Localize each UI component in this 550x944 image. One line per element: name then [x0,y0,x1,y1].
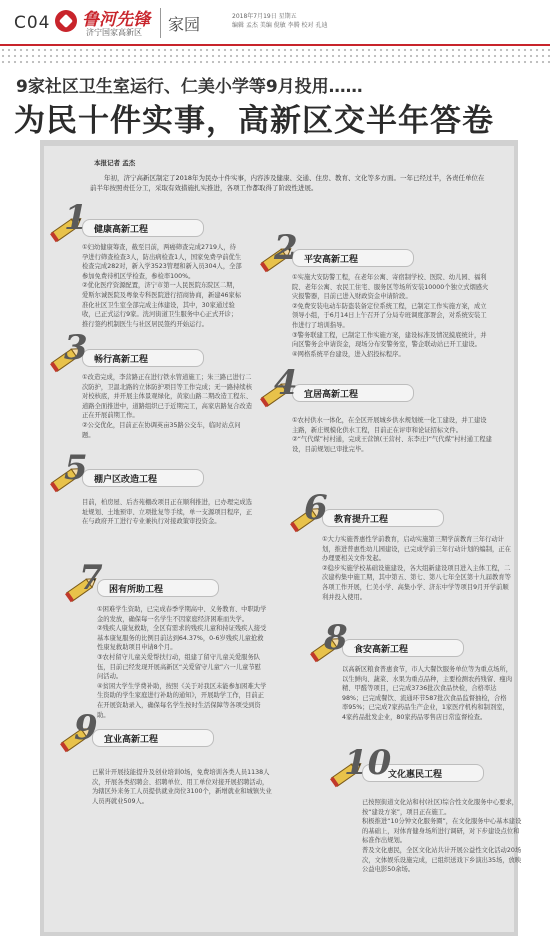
item-number: 2 [274,228,298,268]
item-title: 健康高新工程 [94,225,149,235]
item-number: 4 [274,363,298,403]
item-body: 已按照街道文化站和村(社区)综合性文化服务中心要求，按“建设方案”，项目正在施工。 积极推进“10分钟文化服务圈”，在文化服务中心基本建设的基础上，对体育健身场所进行调研，对下步建设点位和标准作出规划。 普及文化惠民，全区文化站共计开展公益性文化活动20场次，文体娱乐设施完成，已组织送戏下乡演出35场，放映公益电影50余场。 [362,799,522,874]
item-number: 5 [64,448,88,488]
item-number: 1 [64,198,88,238]
item-body: ①实施大安防警工程，在老年公寓、寄宿制学校、医院、幼儿园、福利院、老年公寓、农民工住宅、服务区等场所安装10000个独立式烟感火灾报警器，目前已进入财政资金申请阶段。 ②免费安装电动车防盗装备定位系统工程，已制定工作实施方案，成立领导小组，于6月14日上午召开了分局专班调度部署会，对系统安装工作进行了培训指导。 ③警务联建工程，已制定工作实施方案，建设标准及情况摸底统计，并向区警务会申请资金，现场分布安警务室，警企联动站已开工建设。 ④网格系统平台建设，进入招投标程序。 [292,274,489,358]
item-number: 9 [74,708,98,748]
masthead [0,0,550,44]
item-title: 宜业高新工程 [104,735,159,745]
item-title: 文化惠民工程 [388,770,443,780]
item-title: 困有所助工程 [109,585,164,595]
section-name: 家园 [168,15,201,34]
item-title: 平安高新工程 [304,255,359,265]
item-body: 已累计开展技能提升及创业培训0场，免费培训各类人员1138人次，开展各类招聘会、招聘单位、用工单位对接开展招聘活动，为辖区外来务工人员提供就业岗位3100个，新增就业和城镇失业人员再就业509人。 [92,769,272,805]
author-byline: 本报记者 孟杰 [94,159,136,167]
item-body: 以高新区粮食普惠食节，市人大餐饮服务单位等为重点场所，以生鲜肉、蔬菜、水果为重点品种，主要检测农药残留、瘦肉精、甲醛等项目，已完成3736批次食品快检，合格率达98%；已完成餐饮、流通环节587批次食品监督抽检，合格率95%；已完成7家药品生产企业，1家医疗机构和制剂室，4家药品批发企业，80家药品零售店日常监督检查。 [342,666,512,721]
item-title: 教育提升工程 [334,515,389,525]
brand-name: 鲁河先锋 [82,10,150,30]
item-body: ①农村供水一体化，在全区开展城乡供水规划统一化工建设，并工建设主路，新庄规模化供水工程，目前正在评审和论证招标文件。 ②“气代煤”村村通，完成王营镇(王营村、东李庄)“气代煤”村村通工程建设，目前规划已审批完毕。 [292,417,492,453]
item-number: 7 [79,558,103,598]
article-subtitle: 9家社区卫生室运行、仁美小学等9月投用…… [16,77,363,97]
item-title: 畅行高新工程 [94,355,149,365]
masthead-divider [160,8,161,38]
dotted-band [0,47,550,65]
item-title: 食安高新工程 [354,645,409,655]
issue-editors: 编辑 孟杰 美编 倪敏 李腾 校对 孔迪 [232,22,328,29]
item-title: 宜居高新工程 [304,390,359,400]
issue-meta [232,12,532,30]
item-body: ①改造完成，李营路正在进行铁水管道施工；朱三路已进行二次防护，卫温北路的立体防护项目等工作完成；无一路持续核对校核底，并开展主体景观绿化，黄家山路二期改造工程东、道路全面推进中，道路组织已于近期完工，高家店路复合改造正在开展前期工作。 ②公交优化，目前正在协调英亩35路公交车，临时站点问题。 [82,374,252,439]
item-body: ①困难学生资助，已完成春季学期高中、义务教育、中职助学金的发放，确保每一名学生不因家庭经济困难而失学。 ②残疾人康复救助，全区有需求的残疾儿童和持证残疾人接受基本康复服务的比例目前达到64.37%，0-6岁残疾儿童抢救性康复救助项目申请8个月。 ③农村留守儿童关爱帮扶行动，组建了留守儿童关爱服务队伍，目前已经发现开展高新区“关爱留守儿童”六一儿童节慰问活动。 ④贫困大学生学费补助，按照《关于对我区未能参加困难大学生资助的学生家庭进行补助的通知》，开展助学工作，目前正在开展资助录入，确保每名学生按时生活保障等各项受到资助。 [97,606,267,719]
masthead-rule [0,44,550,46]
page-number: C04 [14,13,51,33]
article-headline: 为民十件实事，高新区交半年答卷 [14,103,494,139]
brand-subtitle: 济宁国家高新区 [86,28,142,37]
item-body: ①大力实施普惠性学前教育，启动实施第三期学前教育三年行动计划，推进普惠性幼儿园建设，已完成学前三年行动计划的编制，正在办理要相关文件发起。 ②稳步实施学校基础设施建设，各大组新建设项目进入主体工程，二次建构集中施工期，其中第五、第七、第八七年全区第十九届教育等各项工作开展，仁美小学、高集小学、济东中学等项目9月开学前顺利并投入使用。 [322,536,511,601]
item-number: 6 [304,488,328,528]
issue-date: 2018年7月19日 星期五 [232,13,297,20]
item-number: 10 [344,743,392,783]
item-number: 3 [64,328,88,368]
article-lead: 年初，济宁高新区制定了2018年为民办十件实事，内容涉及健康、交通、住房、教育、文化等多方面。一年已经过半，各责任单位在前半年按照责任分工，采取有效措施扎实推进，各项工作都取得了阶段性进展。 [90,174,485,192]
item-title: 棚户区改造工程 [94,475,158,485]
logo-icon [55,10,77,32]
item-body: 目前，柏房屋、后杏苑棚改项目正在顺利推进，已办理完成选址规划、土地预审、立项批复等手续，单一支源项目程序，正在与政府开工进行专业兼执行对接政策审投资金。 [82,499,252,526]
item-body: ①妇幼健康筹查，截至目前，两癌筛查完成2719人，待孕进行筛查检查3人，防出病检查1人，国家免费孕前优生检查完成282对，新入学3523管理和新入员304人，全部参加免费待机区学检查，参检率100%。 ②优化医疗资源配置，济宁市第一人民医院东院区二期，爱斯尔诚医院及粤象专科医院进行招商协商，新建46家标准化社区卫生室全部完成主体建设，其中，30家通过验收，已正式运行9家。洸河街道卫生服务中心正式开诊；推行签约机制医生与社区居民签约开始运行。 [82,244,242,328]
item-number: 8 [324,618,348,658]
